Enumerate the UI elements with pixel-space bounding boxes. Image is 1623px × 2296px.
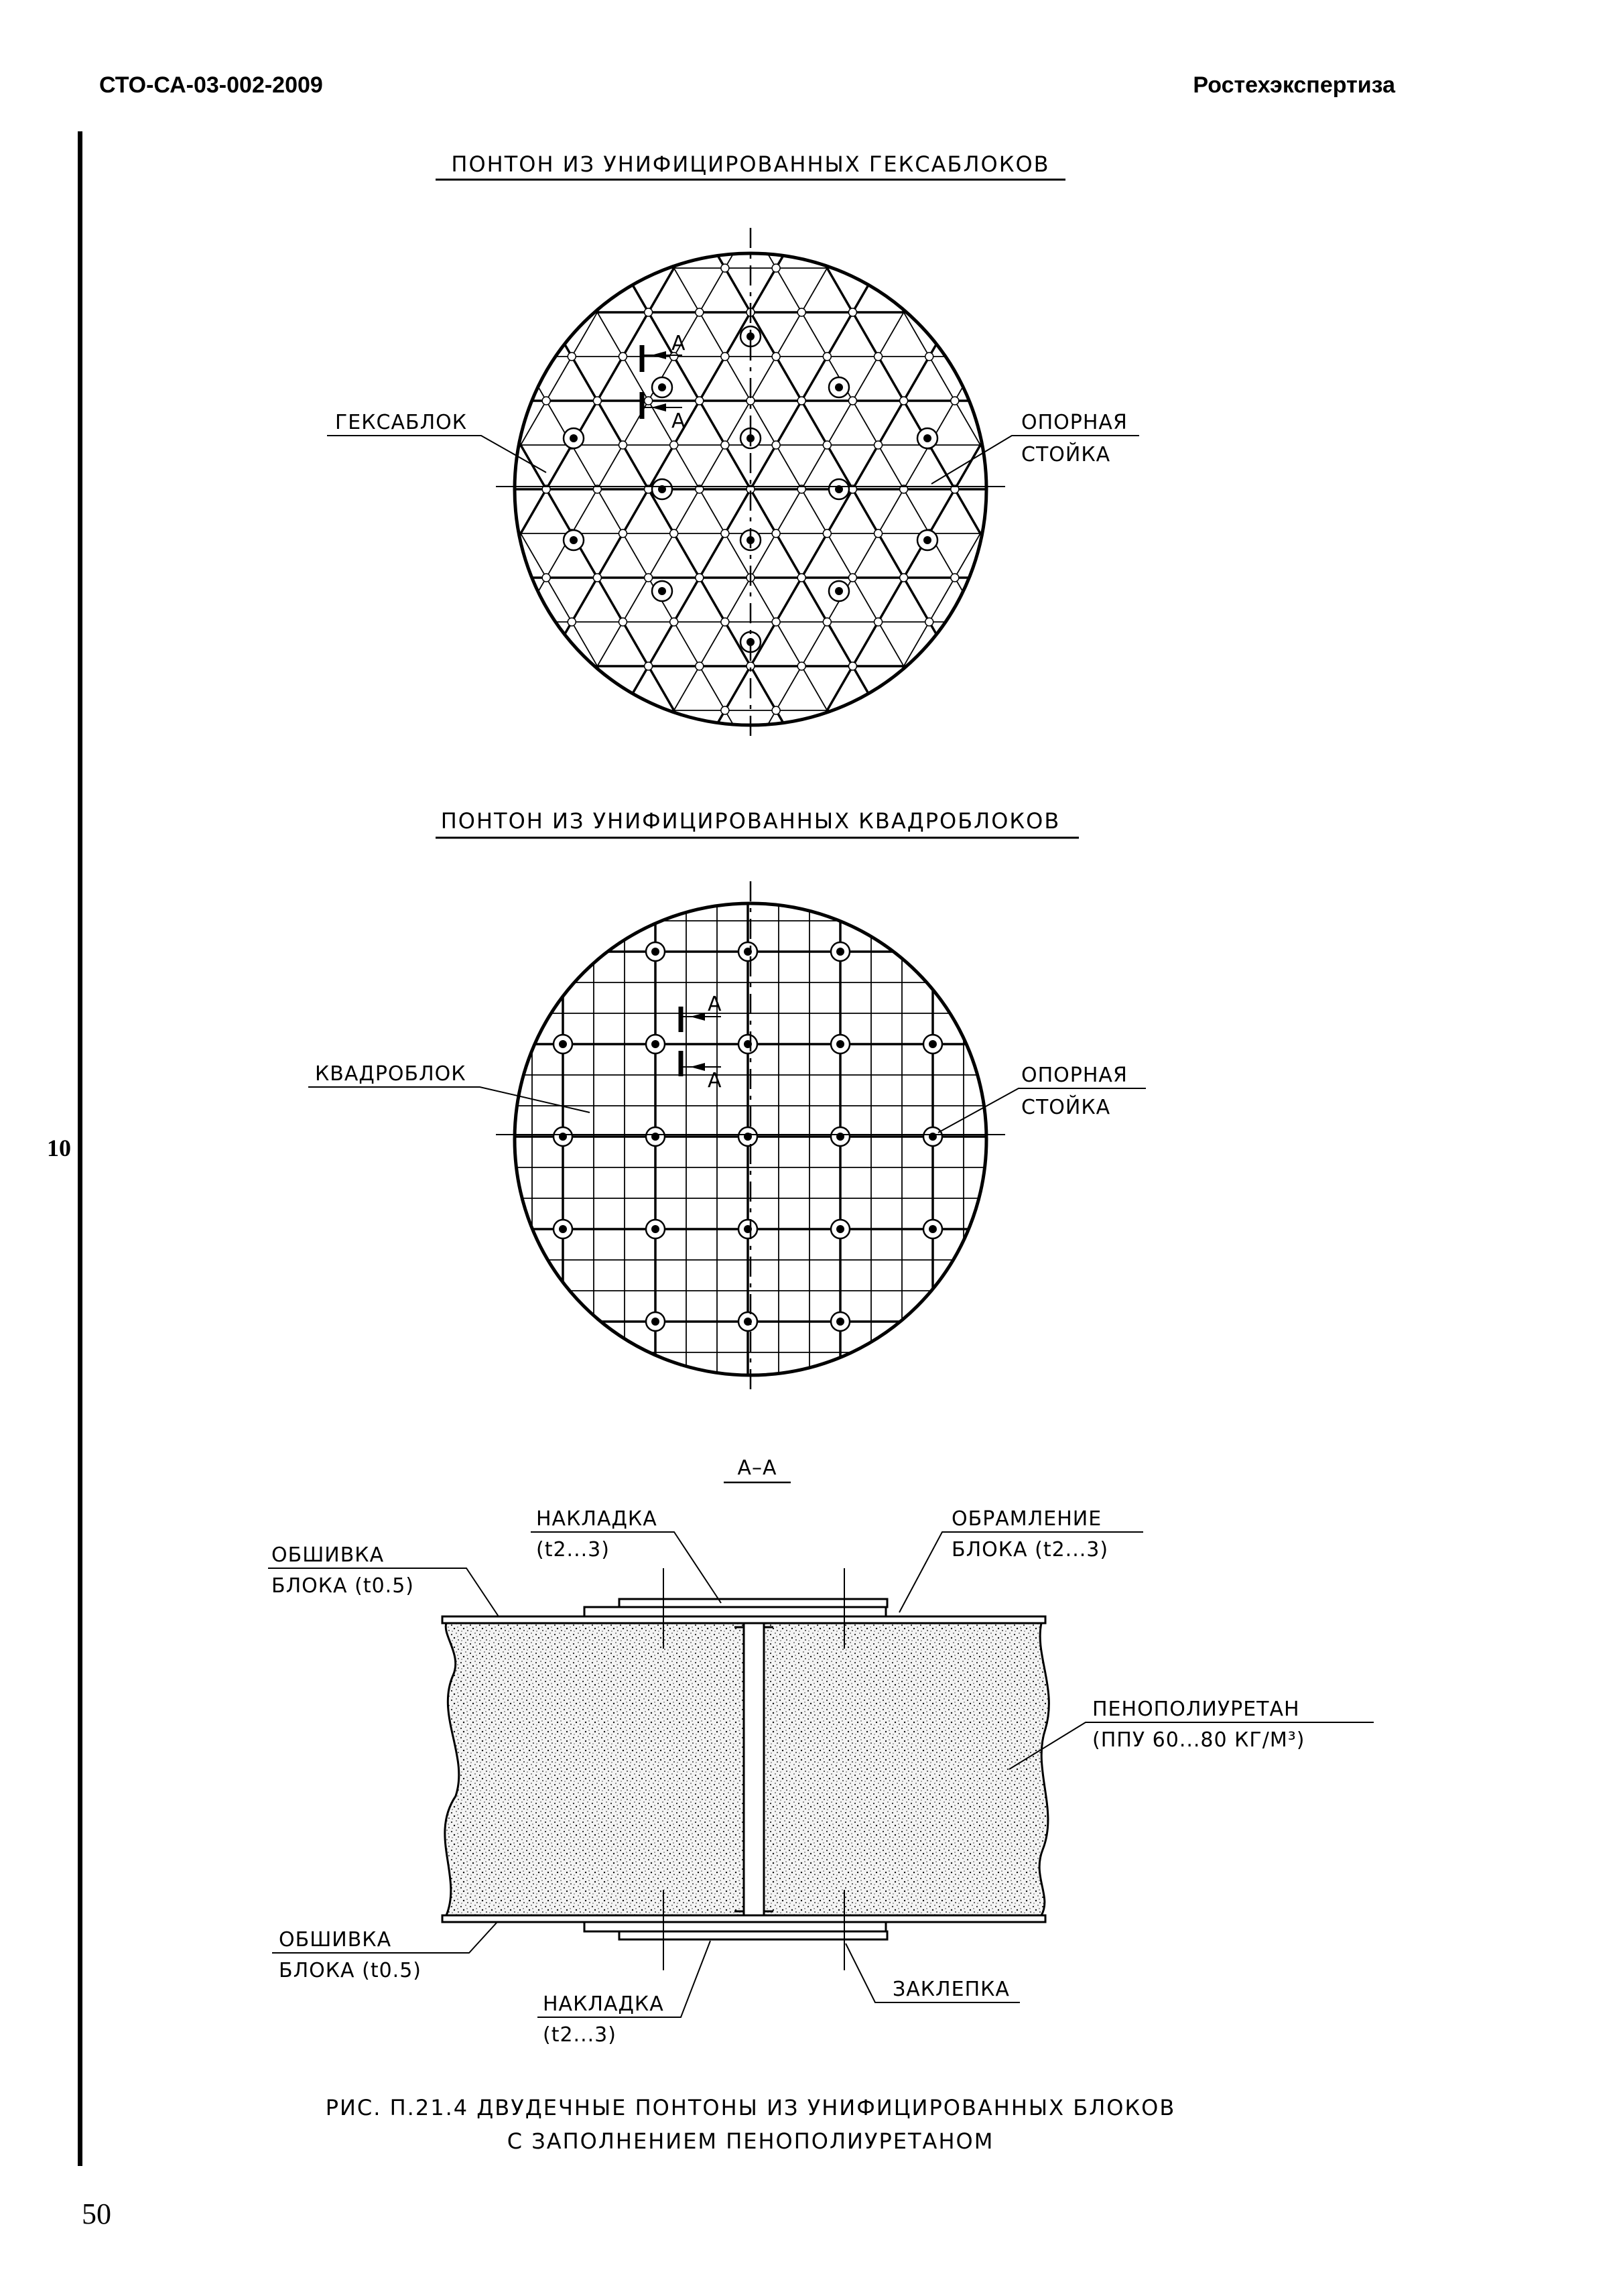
support-post-center-icon <box>929 1040 937 1048</box>
top-plate-outer <box>584 1607 886 1616</box>
caption-line-1: РИС. П.21.4 ДВУДЕЧНЫЕ ПОНТОНЫ ИЗ УНИФИЦИРОВАННЫХ БЛОКОВ <box>325 2095 1176 2120</box>
hex-grid-node <box>696 308 704 316</box>
hex-grid-node <box>874 441 883 449</box>
hex-grid-node <box>848 397 856 405</box>
hex-grid-node <box>619 529 627 537</box>
hex-grid-node <box>645 397 653 405</box>
hex-grid-line <box>296 0 899 923</box>
hex-grid-node <box>772 529 780 537</box>
hex-grid-node <box>772 441 780 449</box>
skin-bottom-label-2: БЛОКА (t0.5) <box>279 1959 421 1982</box>
hex-grid-node <box>542 574 550 582</box>
hex-grid-node <box>593 397 601 405</box>
hex-grid-node <box>696 397 704 405</box>
support-post-center-icon <box>658 587 666 595</box>
caption-line-2: С ЗАПОЛНЕНИЕМ ПЕНОПОЛИУРЕТАНОМ <box>507 2128 994 2154</box>
hex-grid-node <box>797 397 805 405</box>
quad-panel <box>308 808 1146 1391</box>
hex-grid-node <box>721 618 729 626</box>
hex-grid-node <box>619 353 627 361</box>
hex-section-letter-bottom: А <box>671 409 686 433</box>
support-post-center-icon <box>836 948 844 956</box>
support-post-center-icon <box>836 1318 844 1326</box>
hex-grid-node <box>848 662 856 670</box>
hex-grid-node <box>721 529 729 537</box>
hex-grid-node <box>568 353 576 361</box>
hex-grid-line <box>334 34 937 1078</box>
foam-block-left <box>445 1623 744 1915</box>
hex-grid-node <box>619 441 627 449</box>
hex-grid-node <box>670 441 678 449</box>
bottom-plate-label-2: (t2...3) <box>543 2023 616 2047</box>
hex-grid-node <box>645 308 653 316</box>
hex-grid-node <box>696 574 704 582</box>
hex-support-label-1: ОПОРНАЯ <box>1021 411 1128 434</box>
foam-block-right <box>764 1623 1049 1915</box>
foam-label-2: (ППУ 60...80 КГ/М³) <box>1092 1728 1305 1752</box>
support-post-center-icon <box>651 1318 659 1326</box>
margin-mark: 10 <box>47 1135 71 1161</box>
support-post-center-icon <box>570 536 578 544</box>
hex-grid-node <box>542 397 550 405</box>
hex-block-leader <box>327 436 546 472</box>
support-post-center-icon <box>836 1040 844 1048</box>
bottom-plate-outer <box>584 1922 886 1931</box>
support-post-center-icon <box>835 383 843 391</box>
hex-grid-node <box>900 397 908 405</box>
quad-section-letter-top: А <box>708 993 722 1016</box>
section-title: А–А <box>737 1456 777 1480</box>
hex-grid-node <box>823 529 831 537</box>
support-post-center-icon <box>836 1225 844 1233</box>
support-post-center-icon <box>929 1225 937 1233</box>
hex-grid-line <box>181 0 784 856</box>
hex-grid-node <box>645 574 653 582</box>
hex-grid-line <box>717 122 1320 1167</box>
quad-support-label-2: СТОЙКА <box>1021 1096 1111 1119</box>
hex-grid-line <box>564 0 1167 945</box>
top-plate-label-1: НАКЛАДКА <box>536 1507 657 1531</box>
hex-grid-line <box>641 0 1244 901</box>
skin-bottom-label-1: ОБШИВКА <box>279 1928 392 1952</box>
section-a-a <box>268 1456 1374 2047</box>
top-plate-inner <box>619 1599 887 1607</box>
support-post-center-icon <box>559 1225 567 1233</box>
hex-grid-node <box>772 353 780 361</box>
skin-top-label-2: БЛОКА (t0.5) <box>271 1574 414 1598</box>
bottom-plate-label-1: НАКЛАДКА <box>543 1992 664 2016</box>
quad-panel-title: ПОНТОН ИЗ УНИФИЦИРОВАННЫХ КВАДРОБЛОКОВ <box>440 808 1061 834</box>
hex-grid-node <box>925 618 933 626</box>
hex-grid-node <box>721 353 729 361</box>
bottom-plate-inner <box>619 1931 887 1939</box>
support-post-center-icon <box>923 434 931 442</box>
hex-grid-line <box>602 0 1206 923</box>
frame-label-1: ОБРАМЛЕНИЕ <box>952 1507 1102 1531</box>
support-post-center-icon <box>651 948 659 956</box>
hex-panel-title: ПОНТОН ИЗ УНИФИЦИРОВАННЫХ ГЕКСАБЛОКОВ <box>451 151 1050 177</box>
hex-grid-node <box>721 264 729 272</box>
hex-grid-line <box>257 78 860 1123</box>
hex-grid-node <box>670 618 678 626</box>
hex-grid-node <box>797 662 805 670</box>
rivet-label: ЗАКЛЕПКА <box>893 1978 1010 2001</box>
document-code: СТО-СА-03-002-2009 <box>99 72 323 98</box>
hex-grid-line <box>564 34 1167 1078</box>
support-post-center-icon <box>658 383 666 391</box>
page-number: 50 <box>82 2197 111 2230</box>
hex-grid-node <box>797 308 805 316</box>
hex-grid-node <box>797 574 805 582</box>
hex-grid-node <box>772 706 780 714</box>
hex-grid-node <box>951 397 959 405</box>
hex-grid-node <box>900 574 908 582</box>
quad-block-label: КВАДРОБЛОК <box>315 1062 466 1086</box>
frame-label-2: БЛОКА (t2...3) <box>952 1538 1109 1561</box>
hex-grid-line <box>257 0 860 901</box>
hex-grid-node <box>772 264 780 272</box>
top-plate-label-2: (t2...3) <box>536 1538 610 1561</box>
support-post-center-icon <box>570 434 578 442</box>
hex-grid-line <box>411 0 1014 989</box>
support-post-center-icon <box>835 587 843 595</box>
support-post-center-icon <box>923 536 931 544</box>
support-post-center-icon <box>651 1040 659 1048</box>
hex-grid-node <box>721 706 729 714</box>
hex-grid-node <box>823 618 831 626</box>
hex-grid-node <box>696 662 704 670</box>
hex-grid-node <box>874 353 883 361</box>
quad-section-letter-bottom: А <box>708 1069 722 1092</box>
frame-joint <box>744 1623 764 1915</box>
hex-grid-node <box>593 574 601 582</box>
publisher-name: Ростехэкспертиза <box>1193 72 1395 98</box>
foam-label-1: ПЕНОПОЛИУРЕТАН <box>1092 1698 1300 1721</box>
quad-section-marker <box>681 993 722 1092</box>
hex-grid-node <box>874 529 883 537</box>
hex-grid-node <box>568 618 576 626</box>
support-post-center-icon <box>651 1225 659 1233</box>
skin-top-label-1: ОБШИВКА <box>271 1543 385 1567</box>
hex-grid-node <box>645 662 653 670</box>
support-post-center-icon <box>651 1133 659 1141</box>
hex-grid-node <box>772 618 780 626</box>
hex-section-letter-top: А <box>671 332 686 355</box>
quad-block-leader <box>308 1087 590 1112</box>
hex-grid-node <box>925 353 933 361</box>
quad-support-label-1: ОПОРНАЯ <box>1021 1064 1128 1087</box>
support-post-center-icon <box>836 1133 844 1141</box>
hex-grid-node <box>951 574 959 582</box>
hex-grid-node <box>721 441 729 449</box>
support-post-center-icon <box>559 1133 567 1141</box>
hex-grid-node <box>848 308 856 316</box>
hex-grid-line <box>181 122 784 1167</box>
hex-grid-node <box>670 529 678 537</box>
hex-grid-line <box>641 78 1244 1123</box>
support-post-center-icon <box>559 1040 567 1048</box>
hex-grid-node <box>874 618 883 626</box>
hex-grid-node <box>848 574 856 582</box>
hex-support-label-2: СТОЙКА <box>1021 443 1111 466</box>
hex-grid-node <box>823 441 831 449</box>
hex-grid-node <box>619 618 627 626</box>
hex-grid-node <box>823 353 831 361</box>
hex-grid-line <box>334 0 937 945</box>
support-post-center-icon <box>929 1133 937 1141</box>
hex-grid-line <box>487 0 1090 989</box>
hex-grid-line <box>717 0 1320 856</box>
hex-block-label: ГЕКСАБЛОК <box>335 411 468 434</box>
